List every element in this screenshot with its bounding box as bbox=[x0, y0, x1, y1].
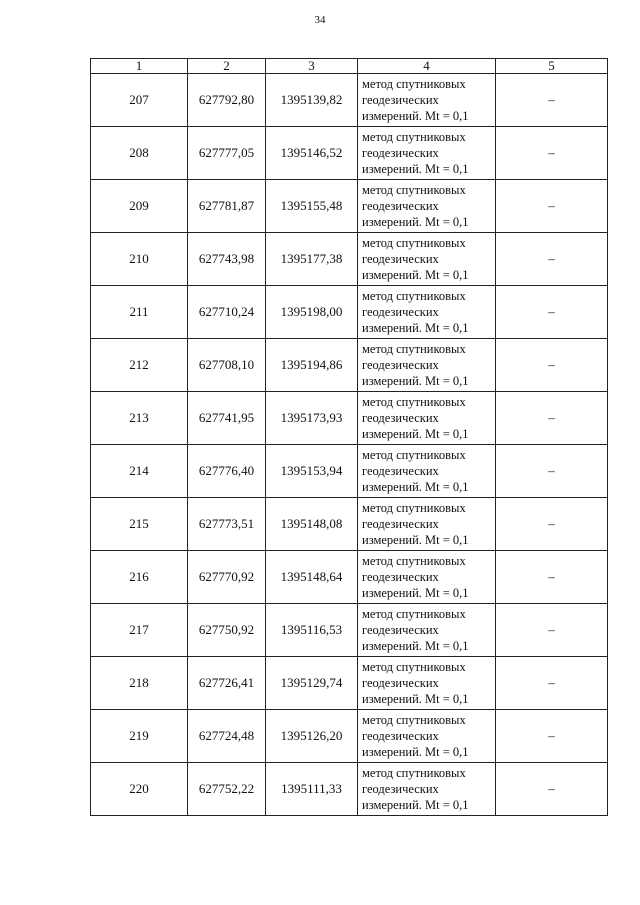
y-coordinate-cell: 1395146,52 bbox=[266, 127, 358, 180]
point-number-cell: 213 bbox=[91, 392, 188, 445]
x-coordinate-cell: 627781,87 bbox=[188, 180, 266, 233]
point-number-cell: 220 bbox=[91, 763, 188, 816]
note-cell: – bbox=[496, 445, 608, 498]
method-line: измерений. Mt = 0,1 bbox=[362, 533, 469, 547]
method-line: метод спутниковых bbox=[362, 289, 466, 303]
method-line: геодезических bbox=[362, 570, 439, 584]
method-line: геодезических bbox=[362, 782, 439, 796]
method-cell bbox=[358, 445, 496, 498]
x-coordinate-cell: 627741,95 bbox=[188, 392, 266, 445]
method-line: метод спутниковых bbox=[362, 660, 466, 674]
method-line: метод спутниковых bbox=[362, 395, 466, 409]
method-line: геодезических bbox=[362, 146, 439, 160]
note-cell: – bbox=[496, 339, 608, 392]
header-col-5: 5 bbox=[496, 59, 608, 74]
y-coordinate-cell: 1395111,33 bbox=[266, 763, 358, 816]
method-line: метод спутниковых bbox=[362, 183, 466, 197]
method-line: измерений. Mt = 0,1 bbox=[362, 586, 469, 600]
note-cell: – bbox=[496, 498, 608, 551]
method-cell bbox=[358, 127, 496, 180]
x-coordinate-cell: 627750,92 bbox=[188, 604, 266, 657]
method-cell bbox=[358, 180, 496, 233]
note-cell: – bbox=[496, 604, 608, 657]
method-line: геодезических bbox=[362, 199, 439, 213]
y-coordinate-cell: 1395116,53 bbox=[266, 604, 358, 657]
method-line: метод спутниковых bbox=[362, 607, 466, 621]
method-line: геодезических bbox=[362, 411, 439, 425]
table-row bbox=[91, 127, 608, 180]
method-line: метод спутниковых bbox=[362, 766, 466, 780]
method-line: метод спутниковых bbox=[362, 554, 466, 568]
method-line: метод спутниковых bbox=[362, 130, 466, 144]
point-number-cell: 208 bbox=[91, 127, 188, 180]
method-line: измерений. Mt = 0,1 bbox=[362, 215, 469, 229]
method-cell bbox=[358, 286, 496, 339]
x-coordinate-cell: 627726,41 bbox=[188, 657, 266, 710]
point-number-cell: 217 bbox=[91, 604, 188, 657]
point-number-cell: 216 bbox=[91, 551, 188, 604]
point-number-cell: 219 bbox=[91, 710, 188, 763]
table-row bbox=[91, 763, 608, 816]
table-row bbox=[91, 604, 608, 657]
method-cell bbox=[358, 551, 496, 604]
method-line: измерений. Mt = 0,1 bbox=[362, 268, 469, 282]
table-row bbox=[91, 392, 608, 445]
y-coordinate-cell: 1395194,86 bbox=[266, 339, 358, 392]
x-coordinate-cell: 627724,48 bbox=[188, 710, 266, 763]
point-number-cell: 215 bbox=[91, 498, 188, 551]
method-line: измерений. Mt = 0,1 bbox=[362, 162, 469, 176]
point-number-cell: 209 bbox=[91, 180, 188, 233]
point-number-cell: 207 bbox=[91, 74, 188, 127]
method-cell bbox=[358, 498, 496, 551]
x-coordinate-cell: 627708,10 bbox=[188, 339, 266, 392]
note-cell: – bbox=[496, 74, 608, 127]
header-col-2: 2 bbox=[188, 59, 266, 74]
note-cell: – bbox=[496, 127, 608, 180]
point-number-cell: 210 bbox=[91, 233, 188, 286]
coordinates-table bbox=[90, 58, 608, 816]
point-number-cell: 211 bbox=[91, 286, 188, 339]
note-cell: – bbox=[496, 657, 608, 710]
method-line: геодезических bbox=[362, 252, 439, 266]
method-line: метод спутниковых bbox=[362, 448, 466, 462]
method-line: метод спутниковых bbox=[362, 342, 466, 356]
header-col-4: 4 bbox=[358, 59, 496, 74]
method-cell bbox=[358, 657, 496, 710]
method-line: геодезических bbox=[362, 623, 439, 637]
y-coordinate-cell: 1395153,94 bbox=[266, 445, 358, 498]
y-coordinate-cell: 1395139,82 bbox=[266, 74, 358, 127]
table-row bbox=[91, 74, 608, 127]
method-line: геодезических bbox=[362, 676, 439, 690]
x-coordinate-cell: 627770,92 bbox=[188, 551, 266, 604]
x-coordinate-cell: 627773,51 bbox=[188, 498, 266, 551]
method-line: метод спутниковых bbox=[362, 501, 466, 515]
table-row bbox=[91, 498, 608, 551]
header-row bbox=[91, 59, 608, 74]
y-coordinate-cell: 1395148,64 bbox=[266, 551, 358, 604]
table-row bbox=[91, 657, 608, 710]
method-line: геодезических bbox=[362, 93, 439, 107]
y-coordinate-cell: 1395177,38 bbox=[266, 233, 358, 286]
method-line: измерений. Mt = 0,1 bbox=[362, 427, 469, 441]
method-line: геодезических bbox=[362, 358, 439, 372]
table-row bbox=[91, 445, 608, 498]
method-line: измерений. Mt = 0,1 bbox=[362, 798, 469, 812]
note-cell: – bbox=[496, 180, 608, 233]
table-body bbox=[91, 74, 608, 816]
table-row bbox=[91, 180, 608, 233]
method-line: измерений. Mt = 0,1 bbox=[362, 639, 469, 653]
method-line: геодезических bbox=[362, 464, 439, 478]
table-row bbox=[91, 339, 608, 392]
method-cell bbox=[358, 339, 496, 392]
method-line: измерений. Mt = 0,1 bbox=[362, 692, 469, 706]
x-coordinate-cell: 627777,05 bbox=[188, 127, 266, 180]
y-coordinate-cell: 1395173,93 bbox=[266, 392, 358, 445]
method-cell bbox=[358, 763, 496, 816]
method-cell bbox=[358, 710, 496, 763]
method-line: геодезических bbox=[362, 729, 439, 743]
method-line: измерений. Mt = 0,1 bbox=[362, 374, 469, 388]
table-row bbox=[91, 286, 608, 339]
method-line: геодезических bbox=[362, 517, 439, 531]
header-col-3: 3 bbox=[266, 59, 358, 74]
table-row bbox=[91, 710, 608, 763]
method-line: измерений. Mt = 0,1 bbox=[362, 480, 469, 494]
x-coordinate-cell: 627743,98 bbox=[188, 233, 266, 286]
y-coordinate-cell: 1395126,20 bbox=[266, 710, 358, 763]
x-coordinate-cell: 627752,22 bbox=[188, 763, 266, 816]
method-line: измерений. Mt = 0,1 bbox=[362, 321, 469, 335]
method-line: измерений. Mt = 0,1 bbox=[362, 745, 469, 759]
header-col-1: 1 bbox=[91, 59, 188, 74]
method-cell bbox=[358, 233, 496, 286]
method-line: метод спутниковых bbox=[362, 77, 466, 91]
note-cell: – bbox=[496, 763, 608, 816]
note-cell: – bbox=[496, 233, 608, 286]
point-number-cell: 218 bbox=[91, 657, 188, 710]
point-number-cell: 212 bbox=[91, 339, 188, 392]
y-coordinate-cell: 1395198,00 bbox=[266, 286, 358, 339]
x-coordinate-cell: 627710,24 bbox=[188, 286, 266, 339]
method-line: метод спутниковых bbox=[362, 713, 466, 727]
point-number-cell: 214 bbox=[91, 445, 188, 498]
table-row bbox=[91, 551, 608, 604]
page-number: 34 bbox=[314, 14, 326, 26]
y-coordinate-cell: 1395148,08 bbox=[266, 498, 358, 551]
method-cell bbox=[358, 74, 496, 127]
method-line: геодезических bbox=[362, 305, 439, 319]
method-cell bbox=[358, 604, 496, 657]
x-coordinate-cell: 627792,80 bbox=[188, 74, 266, 127]
x-coordinate-cell: 627776,40 bbox=[188, 445, 266, 498]
note-cell: – bbox=[496, 710, 608, 763]
y-coordinate-cell: 1395155,48 bbox=[266, 180, 358, 233]
y-coordinate-cell: 1395129,74 bbox=[266, 657, 358, 710]
note-cell: – bbox=[496, 392, 608, 445]
note-cell: – bbox=[496, 551, 608, 604]
method-line: метод спутниковых bbox=[362, 236, 466, 250]
method-line: измерений. Mt = 0,1 bbox=[362, 109, 469, 123]
method-cell bbox=[358, 392, 496, 445]
note-cell: – bbox=[496, 286, 608, 339]
table-row bbox=[91, 233, 608, 286]
